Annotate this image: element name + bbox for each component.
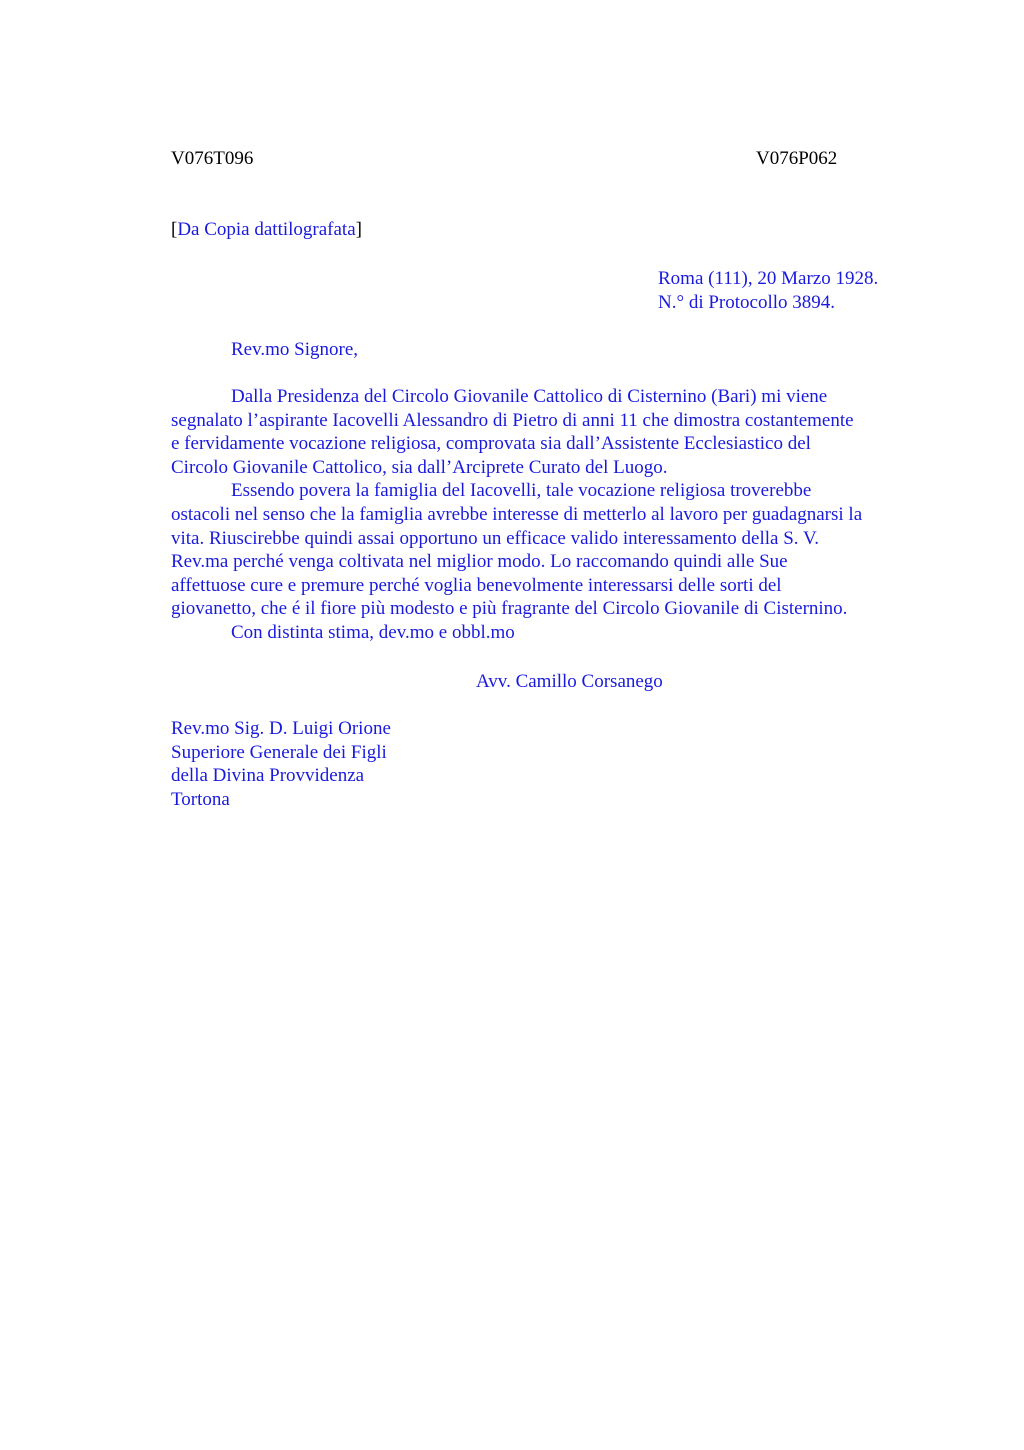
closing-line: Con distinta stima, dev.mo e obbl.mo xyxy=(231,621,515,643)
recipient-address xyxy=(171,717,391,811)
body-line: affettuose cure e premure perché voglia benevolmente interessarsi delle sorti del xyxy=(171,574,782,596)
body-line: Dalla Presidenza del Circolo Giovanile Cattolico di Cisternino (Bari) mi viene xyxy=(231,386,828,407)
place-date: Roma (111), 20 Marzo 1928. xyxy=(658,268,879,289)
source-note-open-bracket: [ xyxy=(171,219,178,240)
source-note-text: Da Copia dattilografata xyxy=(177,219,356,240)
body-line: giovanetto, che é il fiore più modesto e più fragrante del Circolo Giovanile di Cisternino. xyxy=(171,598,848,620)
body-line: e fervidamente vocazione religiosa, comprovata sia dall’Assistente Ecclesiastico del xyxy=(171,433,811,455)
recipient-line: Rev.mo Sig. D. Luigi Orione xyxy=(171,718,391,739)
signature: Avv. Camillo Corsanego xyxy=(476,671,663,692)
recipient-line: della Divina Provvidenza xyxy=(171,765,365,787)
body-line: Rev.ma perché venga coltivata nel miglior modo. Lo raccomando quindi alle Sue xyxy=(171,551,788,573)
protocol-number: N.° di Protocollo 3894. xyxy=(658,291,836,313)
body-line: segnalato l’aspirante Iacovelli Alessandro di Pietro di anni 11 che dimostra costantemente xyxy=(171,409,854,431)
letter-body xyxy=(171,385,941,645)
recipient-line: Superiore Generale dei Figli xyxy=(171,741,387,763)
document-code-left: V076T096 xyxy=(171,148,254,169)
body-line: Essendo povera la famiglia del Iacovelli, tale vocazione religiosa troverebbe xyxy=(231,480,812,502)
body-line: vita. Riuscirebbe quindi assai opportuno un efficace valido interessamento della S. V. xyxy=(171,527,819,549)
source-note xyxy=(171,218,362,242)
source-note-close-bracket: ] xyxy=(355,219,362,240)
date-block xyxy=(658,267,878,314)
recipient-line: Tortona xyxy=(171,788,230,810)
body-line: ostacoli nel senso che la famiglia avrebbe interesse di metterlo al lavoro per guadagnarsi la xyxy=(171,503,863,525)
body-line: Circolo Giovanile Cattolico, sia dall’Arciprete Curato del Luogo. xyxy=(171,456,668,478)
salutation: Rev.mo Signore, xyxy=(231,339,359,360)
document-code-right: V076P062 xyxy=(756,148,838,169)
